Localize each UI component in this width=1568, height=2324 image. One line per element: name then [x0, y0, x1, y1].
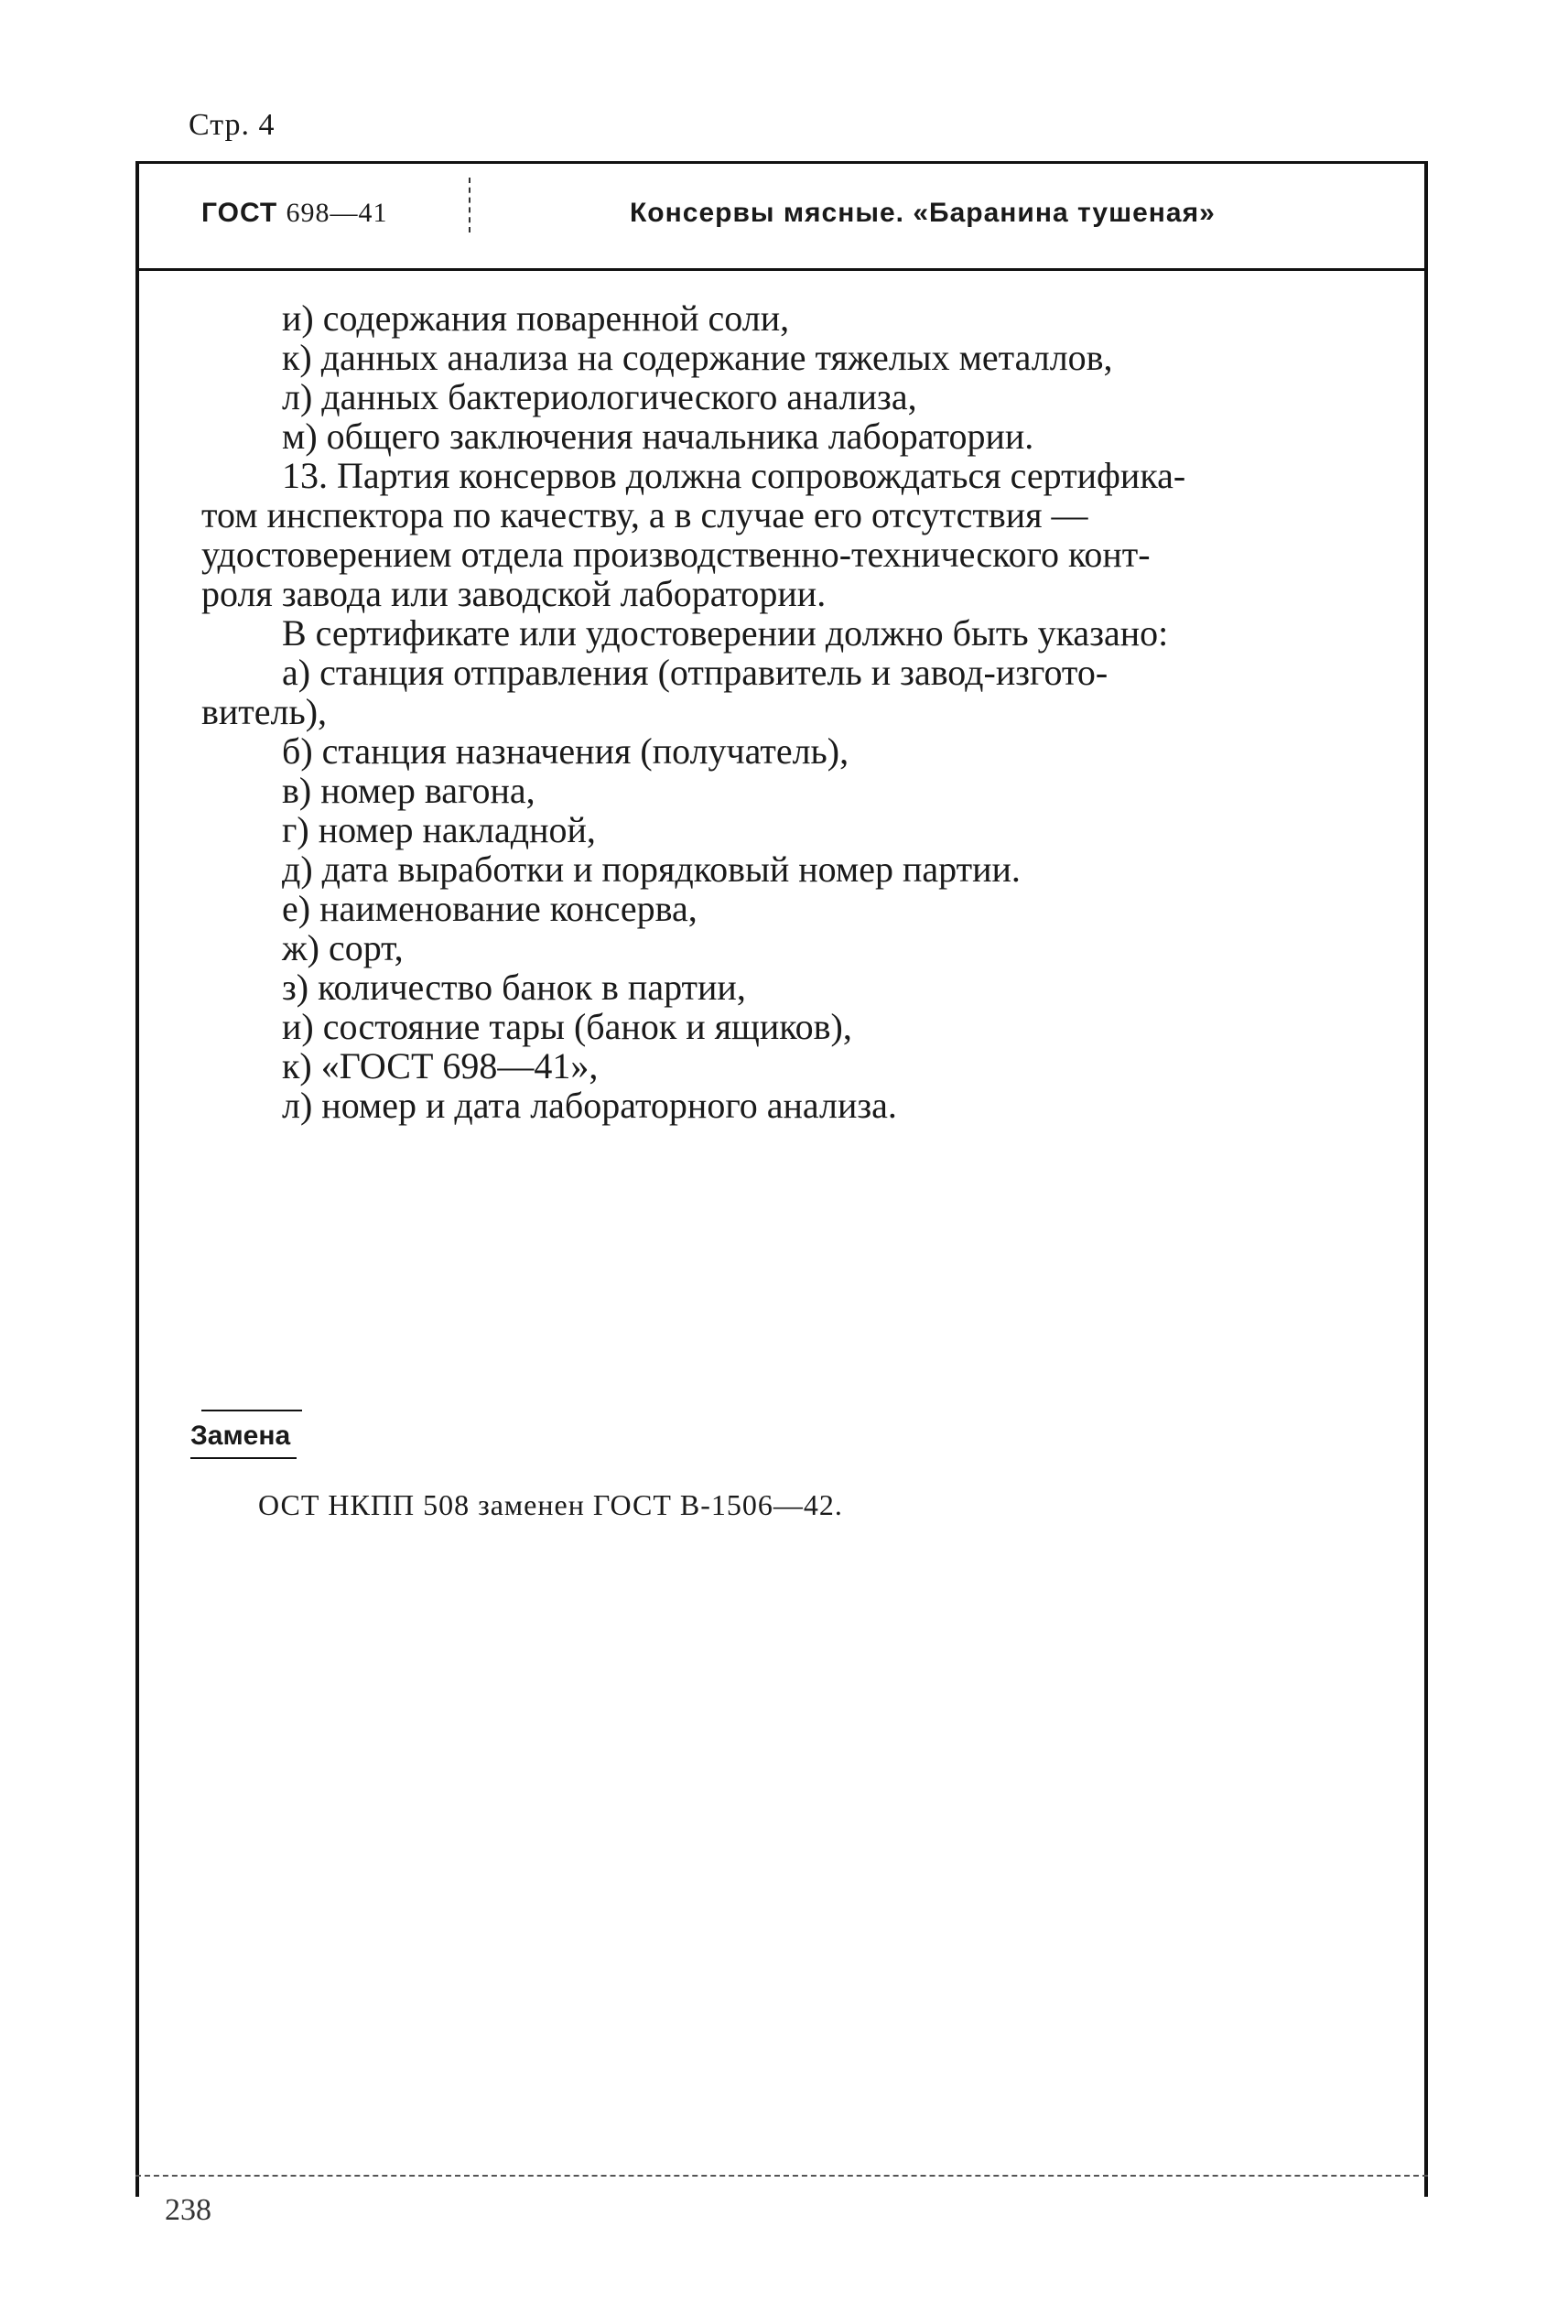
text-line: и) состояние тары (банок и ящиков),	[282, 1006, 852, 1047]
text-line: л) данных бактериологического анализа,	[282, 376, 917, 417]
text-line: г) номер накладной,	[282, 809, 596, 850]
text-line: к) «ГОСТ 698—41»,	[282, 1045, 599, 1086]
text-line: д) дата выработки и порядковый номер партии.	[282, 849, 1021, 890]
text-line: и) содержания поваренной соли,	[282, 297, 790, 339]
text-line: том инспектора по качеству, а в случае его отсутствия —	[201, 494, 1088, 535]
page-label: Стр. 4	[189, 108, 276, 142]
text-line: а) станция отправления (отправитель и завод-изгото-	[282, 652, 1108, 693]
header-divider	[469, 178, 470, 232]
gost-designation	[201, 198, 388, 229]
zamena-text: ОСТ НКПП 508 заменен ГОСТ В-1506—42.	[258, 1488, 843, 1521]
zamena-title: Замена	[190, 1421, 291, 1451]
page-number: 238	[165, 2193, 211, 2227]
text-line: удостоверением отдела производственно-технического конт-	[201, 534, 1151, 575]
text-line: В сертификате или удостоверении должно быть указано:	[282, 612, 1169, 654]
body-text	[201, 298, 1388, 1125]
zamena-rule-top	[201, 1410, 302, 1411]
zamena-section	[190, 1410, 302, 1459]
text-line: роля завода или заводской лаборатории.	[201, 573, 827, 614]
text-line: ж) сорт,	[282, 927, 404, 968]
zamena-rule-bottom	[190, 1457, 297, 1459]
text-line: в) номер вагона,	[282, 770, 535, 811]
frame-bottom-rule	[135, 2175, 1428, 2177]
gost-prefix: ГОСТ	[201, 198, 278, 228]
text-line: к) данных анализа на содержание тяжелых металлов,	[282, 337, 1113, 378]
text-line: витель),	[201, 691, 328, 732]
gost-number: 698—41	[286, 198, 388, 228]
text-line: б) станция назначения (получатель),	[282, 730, 849, 772]
text-line: е) наименование консерва,	[282, 888, 697, 929]
text-line: м) общего заключения начальника лаборатории.	[282, 416, 1034, 457]
text-line: з) количество банок в партии,	[282, 967, 746, 1008]
document-header	[135, 161, 1428, 271]
text-line: л) номер и дата лабораторного анализа.	[282, 1085, 897, 1126]
header-title: Консервы мясные. «Баранина тушеная»	[630, 198, 1216, 228]
text-line: 13. Партия консервов должна сопровождаться сертифика-	[282, 455, 1186, 496]
